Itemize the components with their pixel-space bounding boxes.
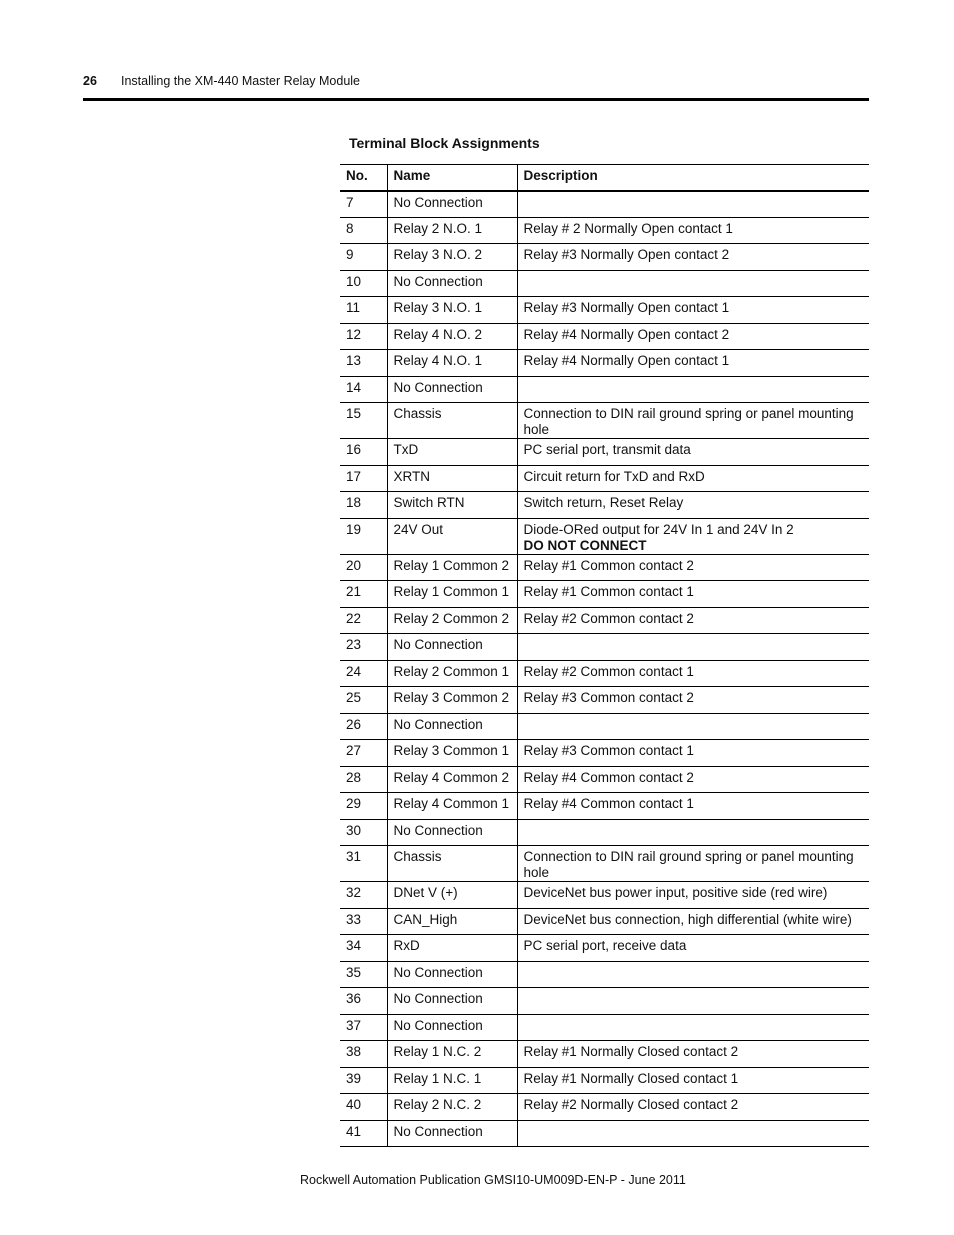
- table-row: [340, 634, 869, 661]
- terminal-number: 18: [340, 492, 387, 519]
- table-row: [340, 439, 869, 466]
- terminal-description: [517, 687, 869, 714]
- terminal-number: 9: [340, 244, 387, 271]
- terminal-name: Relay 1 N.C. 1: [387, 1067, 517, 1094]
- terminal-name: RxD: [387, 935, 517, 962]
- terminal-name: Relay 2 N.O. 1: [387, 217, 517, 244]
- terminal-number: 33: [340, 908, 387, 935]
- terminal-number: 39: [340, 1067, 387, 1094]
- terminal-name: No Connection: [387, 819, 517, 846]
- terminal-description: [517, 1041, 869, 1068]
- terminal-description: [517, 766, 869, 793]
- description-text: DeviceNet bus power input, positive side (red wire): [523, 885, 828, 900]
- terminal-name: XRTN: [387, 465, 517, 492]
- terminal-name: No Connection: [387, 961, 517, 988]
- terminal-description: [517, 191, 869, 218]
- terminal-number: 32: [340, 882, 387, 909]
- description-text: Relay #1 Normally Closed contact 2: [523, 1044, 739, 1059]
- terminal-name: Relay 3 Common 1: [387, 740, 517, 767]
- terminal-name: Relay 1 N.C. 2: [387, 1041, 517, 1068]
- terminal-description: [517, 554, 869, 581]
- terminal-description: [517, 793, 869, 820]
- terminal-name: No Connection: [387, 1120, 517, 1147]
- terminal-description: [517, 244, 869, 271]
- terminal-number: 10: [340, 270, 387, 297]
- table-row: [340, 713, 869, 740]
- terminal-name: Relay 4 N.O. 2: [387, 323, 517, 350]
- terminal-name: Relay 3 N.O. 2: [387, 244, 517, 271]
- page-header: [83, 72, 869, 101]
- table-row: [340, 554, 869, 581]
- table-row: [340, 819, 869, 846]
- terminal-number: 19: [340, 518, 387, 554]
- terminal-number: 34: [340, 935, 387, 962]
- terminal-description: [517, 439, 869, 466]
- table-row: [340, 244, 869, 271]
- table-row: [340, 687, 869, 714]
- terminal-description: [517, 350, 869, 377]
- running-title: Installing the XM-440 Master Relay Module: [121, 74, 361, 88]
- page-number: 26: [83, 74, 97, 88]
- terminal-number: 41: [340, 1120, 387, 1147]
- table-row: [340, 270, 869, 297]
- terminal-number: 25: [340, 687, 387, 714]
- terminal-name: Chassis: [387, 846, 517, 882]
- description-text: Relay #2 Common contact 2: [523, 610, 694, 626]
- table-row: [340, 607, 869, 634]
- terminal-description: [517, 713, 869, 740]
- terminal-name: Relay 3 N.O. 1: [387, 297, 517, 324]
- table-row: [340, 766, 869, 793]
- terminal-number: 14: [340, 376, 387, 403]
- terminal-description: [517, 819, 869, 846]
- terminal-description: [517, 961, 869, 988]
- terminal-number: 7: [340, 191, 387, 218]
- terminal-name: CAN_High: [387, 908, 517, 935]
- description-text: Relay #1 Common contact 1: [523, 584, 694, 599]
- terminal-description: [517, 270, 869, 297]
- terminal-name: Switch RTN: [387, 492, 517, 519]
- description-text: Relay #4 Common contact 1: [523, 796, 694, 811]
- terminal-description: [517, 1014, 869, 1041]
- terminal-number: 27: [340, 740, 387, 767]
- terminal-name: No Connection: [387, 376, 517, 403]
- terminal-name: Relay 4 Common 1: [387, 793, 517, 820]
- terminal-number: 29: [340, 793, 387, 820]
- table-row: [340, 740, 869, 767]
- terminal-name: Relay 1 Common 1: [387, 581, 517, 608]
- terminal-description: [517, 935, 869, 962]
- terminal-name: No Connection: [387, 1014, 517, 1041]
- terminal-name: Relay 2 N.C. 2: [387, 1094, 517, 1121]
- terminal-number: 26: [340, 713, 387, 740]
- terminal-number: 28: [340, 766, 387, 793]
- terminal-block-table: [340, 164, 869, 1147]
- terminal-name: No Connection: [387, 713, 517, 740]
- description-text: DeviceNet bus connection, high differential (white wire): [523, 911, 852, 927]
- terminal-description: [517, 882, 869, 909]
- terminal-number: 30: [340, 819, 387, 846]
- description-text: Connection to DIN rail ground spring or panel mounting hole: [523, 406, 854, 437]
- terminal-name: Relay 4 N.O. 1: [387, 350, 517, 377]
- table-row: [340, 518, 869, 554]
- table-row: [340, 492, 869, 519]
- table-title: Terminal Block Assignments: [349, 135, 540, 151]
- description-text: Circuit return for TxD and RxD: [523, 468, 705, 484]
- terminal-name: TxD: [387, 439, 517, 466]
- terminal-number: 37: [340, 1014, 387, 1041]
- terminal-description: [517, 988, 869, 1015]
- terminal-description: [517, 1094, 869, 1121]
- terminal-name: Relay 4 Common 2: [387, 766, 517, 793]
- terminal-number: 16: [340, 439, 387, 466]
- table-row: [340, 908, 869, 935]
- page-footer: Rockwell Automation Publication GMSI10-UM009D-EN-P - June 2011: [300, 1173, 686, 1187]
- description-text: Relay #3 Common contact 1: [523, 743, 694, 758]
- terminal-name: Relay 2 Common 1: [387, 660, 517, 687]
- table-row: [340, 1014, 869, 1041]
- description-text: Connection to DIN rail ground spring or panel mounting hole: [523, 849, 854, 880]
- table-row: [340, 581, 869, 608]
- terminal-description: [517, 376, 869, 403]
- description-text: Relay #4 Normally Open contact 1: [523, 353, 730, 368]
- terminal-number: 12: [340, 323, 387, 350]
- terminal-number: 24: [340, 660, 387, 687]
- description-text: Relay #2 Common contact 1: [523, 663, 694, 679]
- terminal-description: [517, 581, 869, 608]
- table-row: [340, 465, 869, 492]
- terminal-number: 22: [340, 607, 387, 634]
- terminal-name: No Connection: [387, 988, 517, 1015]
- table-row: [340, 961, 869, 988]
- terminal-description: [517, 518, 869, 554]
- terminal-name: Relay 1 Common 2: [387, 554, 517, 581]
- terminal-description: [517, 846, 869, 882]
- terminal-name: Relay 2 Common 2: [387, 607, 517, 634]
- terminal-number: 31: [340, 846, 387, 882]
- description-text: Relay #3 Normally Open contact 2: [523, 247, 730, 262]
- terminal-description: [517, 908, 869, 935]
- terminal-description: [517, 492, 869, 519]
- table-row: [340, 217, 869, 244]
- terminal-number: 8: [340, 217, 387, 244]
- terminal-description: [517, 1120, 869, 1147]
- terminal-name: No Connection: [387, 634, 517, 661]
- table-row: [340, 1094, 869, 1121]
- terminal-number: 40: [340, 1094, 387, 1121]
- column-header-description: Description: [517, 165, 869, 191]
- table-row: [340, 882, 869, 909]
- description-text: Relay #1 Common contact 2: [523, 557, 694, 573]
- table-header-row: [340, 165, 869, 191]
- description-text: Relay #4 Common contact 2: [523, 769, 694, 785]
- terminal-description: [517, 634, 869, 661]
- table-row: [340, 376, 869, 403]
- terminal-number: 15: [340, 403, 387, 439]
- terminal-number: 13: [340, 350, 387, 377]
- table-row: [340, 323, 869, 350]
- table-row: [340, 793, 869, 820]
- terminal-number: 38: [340, 1041, 387, 1068]
- description-text: Relay #1 Normally Closed contact 1: [523, 1070, 739, 1086]
- terminal-number: 35: [340, 961, 387, 988]
- terminal-description: [517, 465, 869, 492]
- terminal-name: Chassis: [387, 403, 517, 439]
- terminal-number: 17: [340, 465, 387, 492]
- terminal-description: [517, 403, 869, 439]
- terminal-description: [517, 217, 869, 244]
- description-text: Relay #4 Normally Open contact 2: [523, 326, 730, 342]
- table-body: [340, 191, 869, 1147]
- terminal-description: [517, 740, 869, 767]
- table-row: [340, 1067, 869, 1094]
- table-row: [340, 846, 869, 882]
- terminal-description: [517, 297, 869, 324]
- description-text: Relay #3 Common contact 2: [523, 690, 694, 705]
- terminal-description: [517, 1067, 869, 1094]
- column-header-name: Name: [387, 165, 517, 191]
- table-row: [340, 1120, 869, 1147]
- description-text: Switch return, Reset Relay: [523, 495, 684, 510]
- table-row: [340, 403, 869, 439]
- table-row: [340, 297, 869, 324]
- description-text: Relay # 2 Normally Open contact 1: [523, 220, 733, 236]
- description-text: Diode-ORed output for 24V In 1 and 24V In 2: [523, 521, 794, 537]
- warning-text: DO NOT CONNECT: [523, 537, 647, 553]
- terminal-name: DNet V (+): [387, 882, 517, 909]
- description-text: Relay #3 Normally Open contact 1: [523, 300, 730, 315]
- terminal-name: No Connection: [387, 270, 517, 297]
- table-row: [340, 935, 869, 962]
- table-row: [340, 191, 869, 218]
- terminal-description: [517, 607, 869, 634]
- terminal-number: 21: [340, 581, 387, 608]
- terminal-description: [517, 660, 869, 687]
- description-text: Relay #2 Normally Closed contact 2: [523, 1097, 739, 1112]
- table-row: [340, 350, 869, 377]
- terminal-number: 11: [340, 297, 387, 324]
- terminal-name: Relay 3 Common 2: [387, 687, 517, 714]
- terminal-number: 20: [340, 554, 387, 581]
- table-row: [340, 988, 869, 1015]
- terminal-name: 24V Out: [387, 518, 517, 554]
- table-row: [340, 660, 869, 687]
- column-header-no: No.: [340, 165, 387, 191]
- terminal-name: No Connection: [387, 191, 517, 218]
- table-row: [340, 1041, 869, 1068]
- description-text: PC serial port, receive data: [523, 938, 687, 953]
- terminal-number: 23: [340, 634, 387, 661]
- description-text: PC serial port, transmit data: [523, 442, 691, 457]
- terminal-description: [517, 323, 869, 350]
- terminal-number: 36: [340, 988, 387, 1015]
